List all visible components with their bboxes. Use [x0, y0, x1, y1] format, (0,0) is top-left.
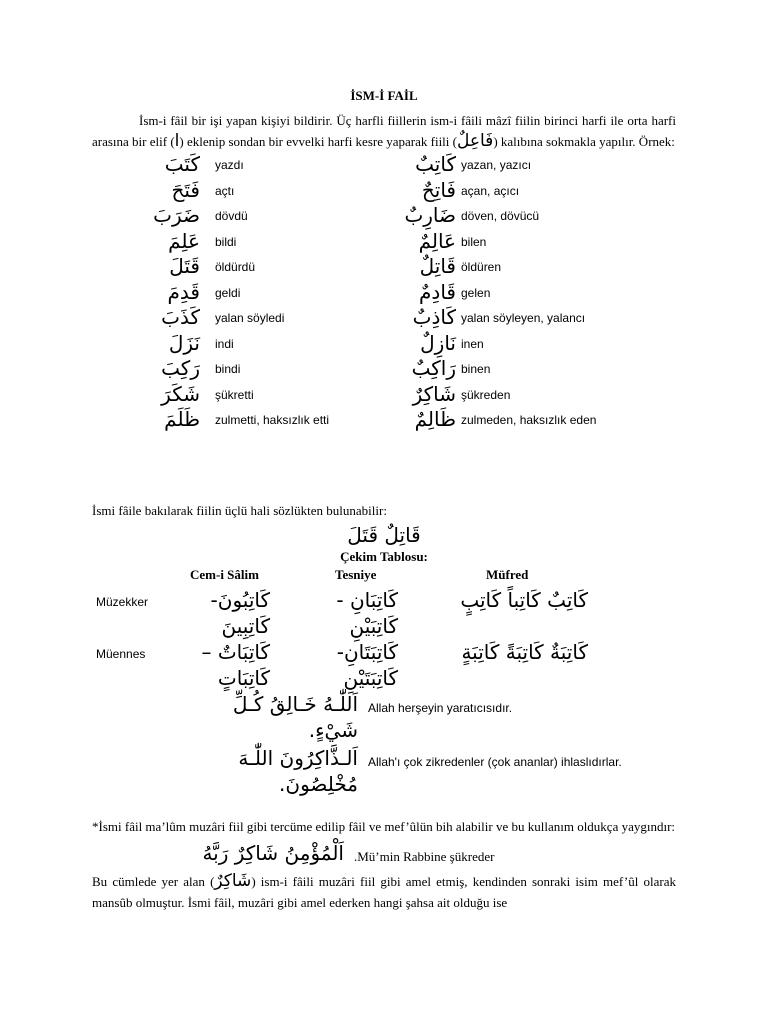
fail-translation: açan, açıcı [461, 183, 520, 198]
verb-arabic: قَتَلَ [169, 254, 200, 278]
verb-row [92, 279, 676, 308]
usage-example-arabic: اَلْمُؤْمِنُ شَاكِرٌ رَبَّهُ [202, 841, 344, 865]
verb-row [92, 307, 676, 333]
final-paragraph [92, 871, 676, 913]
usage-note: *İsmi fâil ma’lûm muzâri fiil gibi tercüme edilip fâil ve mef’ûlün bih alabilir ve bu kullanım oldukça yaygındır: [92, 819, 676, 834]
usage-example [92, 841, 676, 871]
verb-row [92, 381, 676, 410]
fail-arabic: ظَالِمٌ [414, 407, 456, 431]
verb-arabic: رَكِبَ [161, 356, 200, 380]
verb-arabic: ضَرَبَ [153, 203, 200, 227]
fail-translation: yazan, yazıcı [461, 158, 532, 172]
fail-translation: zulmeden, haksızlık eden [461, 413, 597, 427]
dictionary-section [92, 500, 676, 565]
verb-arabic: ظَلَمَ [164, 407, 200, 431]
intro-paragraph [92, 110, 676, 152]
verb-translation: dövdü [215, 209, 248, 223]
intro-text-a: İsm-i fâil bir işi yapan kişiyi bildirir. Üç harfli fiillerin ism-i fâili mâzî fiilin birinci harfi ile orta harfi arasına bir elif ( [92, 113, 676, 149]
conjugation-table [92, 565, 676, 805]
verb-arabic: فَتَحَ [171, 177, 200, 202]
fail-arabic: كَاتِبٌ [415, 152, 456, 176]
muennes-tesniye: كَاتِبَتَانِ- كَاتِبَتَيْنِ [336, 640, 398, 690]
verb-translation: bindi [215, 362, 241, 376]
page-title: İSM-İ FAİL [350, 88, 418, 103]
verb-row [92, 358, 676, 384]
final-arabic-word: شَاكِرٌ [214, 871, 252, 891]
fail-translation: yalan söyleyen, yalancı [461, 311, 586, 325]
intro-text-b: ) eklenip sondan bir evvelki harfi kesre yaparak fiili ( [179, 134, 457, 149]
usage-example-translation: .Mü’min Rabbine şükreder [354, 849, 495, 864]
verb-translation: yalan söyledi [215, 311, 285, 325]
example-2-translation: Allah'ı çok zikredenler (çok ananlar) ihlaslıdırlar. [368, 755, 622, 769]
fail-arabic: فَاتِحٌ [421, 177, 456, 202]
verb-table [92, 154, 676, 454]
verb-row [92, 177, 676, 206]
verb-translation: yazdı [215, 158, 244, 172]
muzekker-mufred: كَاتِبٌ كَاتِباً كَاتِبٍ [460, 588, 588, 612]
table-title: Çekim Tablosu: [340, 549, 428, 564]
verb-translation: şükretti [215, 387, 254, 402]
muzekker-salim: كَاتِبُونَ- كَاتِبِينَ [210, 588, 270, 638]
page-content [92, 88, 676, 454]
fail-translation: inen [461, 336, 484, 351]
row-label-muzekker: Müzekker [96, 595, 149, 609]
example-2-arabic: اَلـذَّاكِرُونَ اللّٰـهَ مُخْلِصُونَ. [238, 746, 358, 796]
fail-translation: şükreden [461, 387, 511, 402]
fail-arabic: نَازِلٌ [420, 330, 456, 355]
muennes-salim: كَاتِبَاتٌ – كَاتِبَاتٍ [201, 640, 270, 690]
fail-arabic: شَاكِرٌ [412, 381, 456, 406]
final-text-a: Bu cümlede yer alan ( [92, 874, 215, 889]
verb-arabic: كَذَبَ [161, 305, 200, 329]
verb-translation: zulmetti, haksızlık etti [215, 413, 330, 427]
verb-row [92, 228, 676, 257]
fail-translation: binen [461, 362, 491, 376]
verb-row [92, 205, 676, 231]
usage-section [92, 816, 676, 913]
verb-arabic: قَدِمَ [167, 279, 200, 304]
muennes-mufred: كَاتِبَةٌ كَاتِبَةً كَاتِبَةٍ [461, 640, 588, 664]
verb-row [92, 256, 676, 282]
verb-row [92, 330, 676, 359]
fail-arabic: كَاذِبٌ [412, 305, 456, 329]
fail-translation: bilen [461, 234, 487, 249]
verb-row [92, 409, 676, 435]
fail-arabic: عَالِمٌ [418, 228, 456, 253]
fail-arabic: قَادِمٌ [419, 279, 456, 304]
fail-translation: öldüren [461, 260, 502, 274]
row-label-muennes: Müennes [96, 647, 146, 661]
verb-translation: öldürdü [215, 260, 256, 274]
verb-arabic: شَكَرَ [161, 381, 200, 406]
verb-translation: açtı [215, 183, 235, 198]
fail-arabic: ضَارِبٌ [404, 203, 456, 227]
col-header-salim: Cem-i Sâlim [190, 567, 259, 582]
dictionary-note: İsmi fâile bakılarak fiilin üçlü hali sözlükten bulunabilir: [92, 503, 387, 518]
verb-arabic: نَزَلَ [168, 330, 200, 355]
verb-arabic: كَتَبَ [164, 152, 200, 176]
fail-arabic: قَاتِلٌ [419, 254, 456, 278]
verb-translation: bildi [215, 234, 237, 249]
pattern-word: فَاعِلٌ [456, 131, 494, 151]
fail-arabic: رَاكِبٌ [411, 356, 456, 380]
elif-letter: ا [174, 131, 180, 151]
example-1-arabic: اَللّٰـهُ خَـالِقُ كُـلِّ شَيْءٍ. [232, 692, 358, 742]
verb-translation: indi [215, 336, 234, 351]
verb-translation: geldi [215, 285, 241, 300]
verb-arabic: عَلِمَ [168, 228, 200, 253]
example-1-translation: Allah herşeyin yaratıcısıdır. [368, 701, 513, 715]
dictionary-example: قَاتِلٌ قَتَلَ [347, 523, 421, 547]
col-header-tesniye: Tesniye [335, 567, 377, 582]
verb-row [92, 154, 676, 180]
col-header-mufred: Müfred [486, 567, 529, 582]
final-text-b: ) ism-i fâili muzâri fiil gibi amel etmiş, kendinden sonraki isim mef’ûl olarak mansûb olmuştur. İsmi fâil, muzâri gibi amel ederken hangi şahsa ait olduğu ise [92, 874, 676, 910]
muzekker-tesniye: كَاتِبَانِ - كَاتِبَيْنِ [336, 588, 398, 638]
fail-translation: döven, dövücü [461, 209, 540, 223]
fail-translation: gelen [461, 285, 491, 300]
intro-text-c: ) kalıbına sokmakla yapılır. Örnek: [493, 134, 675, 149]
